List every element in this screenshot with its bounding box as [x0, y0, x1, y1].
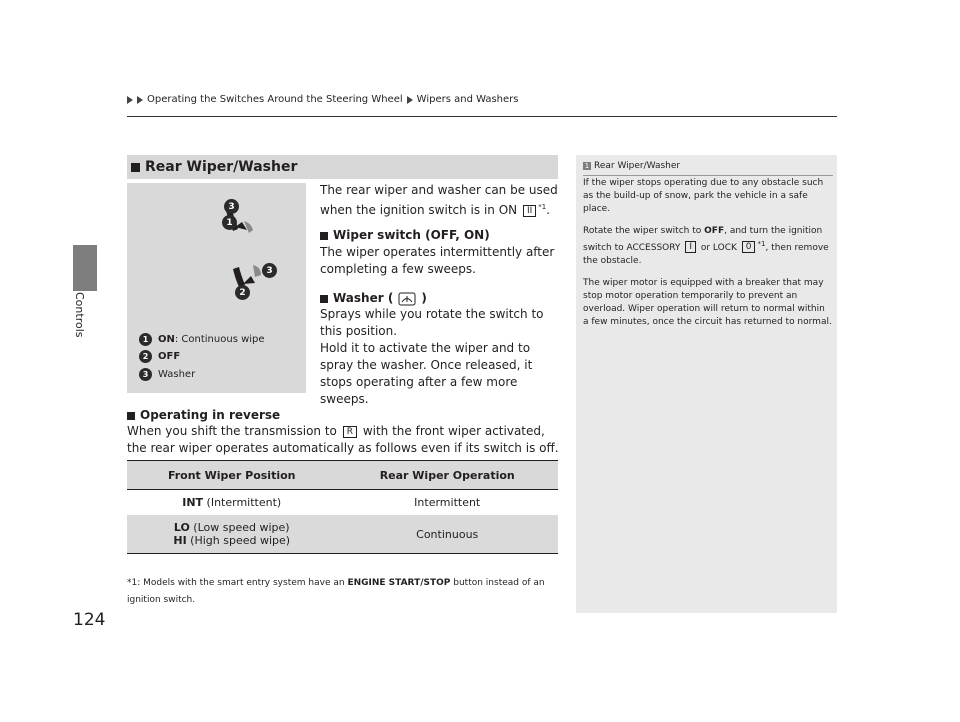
breadcrumb-item[interactable]: Operating the Switches Around the Steering Wheel [147, 94, 403, 105]
breadcrumb-arrow-icon [137, 96, 143, 104]
table-cell: LO (Low speed wipe) HI (High speed wipe) [127, 515, 336, 554]
note-paragraph: If the wiper stops operating due to any obstacle such as the build-up of snow, park the vehicle in a safe place. [583, 178, 824, 214]
note-paragraph: The wiper motor is equipped with a breaker that may stop motor operation temporarily to prevent an overload. Wiper operation will return to normal within a few minutes, once the circuit has returned to normal. [583, 278, 832, 327]
side-note-body [583, 177, 833, 338]
breadcrumb-arrow-icon [407, 96, 413, 104]
subsection-bullet-icon [320, 232, 328, 240]
note-marker-icon: 1 [584, 162, 590, 170]
ignition-position-key: II [523, 205, 536, 217]
callout-3: 3 [224, 199, 239, 214]
column-header: Rear Wiper Operation [336, 461, 558, 490]
washer-icon [398, 292, 416, 306]
table-cell: Intermittent [414, 495, 481, 509]
wiper-operation-table [127, 460, 558, 554]
table-cell: Continuous [336, 515, 558, 554]
wiper-lever-icon [127, 183, 306, 303]
legend-item: 1 ON: Continuous wipe [139, 333, 265, 346]
subsection-bullet-icon [127, 412, 135, 420]
side-note-divider [583, 175, 833, 176]
callout-1: 1 [222, 215, 237, 230]
subsection-bullet-icon [320, 295, 328, 303]
header-divider [127, 116, 837, 117]
washer-heading: Washer ( ) [320, 290, 427, 307]
chapter-tab-marker [73, 245, 97, 291]
table-row [127, 490, 558, 515]
accessory-key: I [685, 241, 696, 253]
breadcrumb-item[interactable]: Wipers and Washers [416, 94, 519, 105]
side-note-heading: 1 Rear Wiper/Washer [584, 161, 681, 171]
note-paragraph: Rotate the wiper switch to OFF, and turn the ignition switch to ACCESSORY I or LOCK 0 $^{*1}$, then remove the obstacle. [583, 226, 829, 266]
table-row [127, 515, 558, 554]
breadcrumb-arrow-icon [127, 96, 133, 104]
column-header: Front Wiper Position [127, 461, 336, 490]
wiper-switch-heading: Wiper switch (OFF, ON) [320, 227, 490, 244]
lock-key: 0 [742, 241, 756, 253]
side-note-panel [576, 155, 837, 613]
intro-paragraph: The rear wiper and washer can be used when the ignition switch is in ON II $^{*1}$. [320, 183, 558, 217]
reverse-text: When you shift the transmission to R with the front wiper activated, the rear wiper operates automatically as follows even if its switch is off. [127, 424, 559, 455]
reverse-heading: Operating in reverse [127, 407, 280, 424]
table-header-row [127, 461, 558, 490]
chapter-tab-label: Controls [73, 292, 86, 338]
wiper-switch-illustration [127, 183, 306, 393]
callout-3: 3 [262, 263, 277, 278]
table-cell: INT (Intermittent) [182, 495, 282, 509]
callout-2: 2 [235, 285, 250, 300]
section-title: Rear Wiper/Washer [145, 159, 298, 175]
breadcrumb [127, 94, 519, 105]
footnote: *1: Models with the smart entry system have an ENGINE START/STOP button instead of an ignition switch. [127, 578, 545, 605]
legend-item: 3 Washer [139, 368, 195, 381]
legend-item: 2 OFF [139, 350, 180, 363]
washer-text: Sprays while you rotate the switch to this position. Hold it to activate the wiper and to spray the washer. Once released, it stops operating after a few more sweeps. [320, 307, 544, 406]
page-number: 124 [73, 610, 106, 630]
section-bullet-icon [131, 163, 140, 172]
reverse-gear-key: R [343, 426, 357, 438]
wiper-switch-text: The wiper operates intermittently after completing a few sweeps. [320, 245, 555, 276]
section-header [127, 155, 558, 179]
